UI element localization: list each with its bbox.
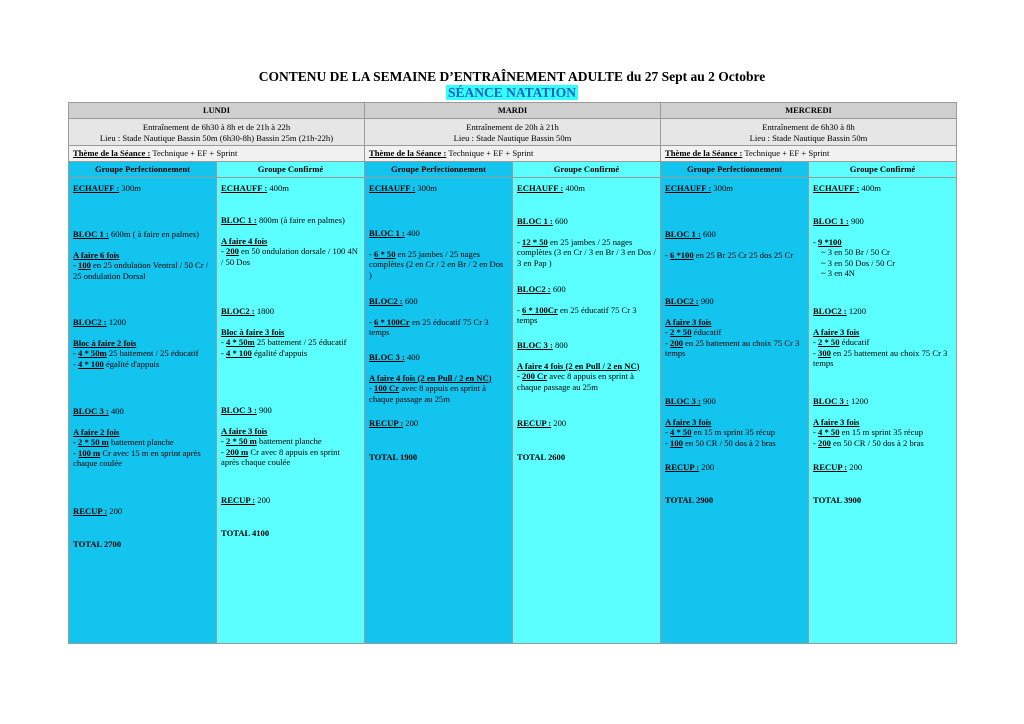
echauffe-value: 300m bbox=[711, 183, 733, 193]
exercise-text: en 25 battement au choix 75 Cr 3 temps bbox=[665, 337, 800, 358]
echauffe-block bbox=[665, 183, 804, 194]
mardi-perf-cell bbox=[365, 178, 513, 644]
group-perf-header: Groupe Perfectionnement bbox=[661, 162, 809, 178]
recup-value: 200 bbox=[107, 506, 123, 516]
recup-value: 200 bbox=[403, 418, 419, 428]
bloc3-block: BLOC 3 : 800 A faire 4 fois (2 en Pull / 2 en NC) - 200 Cr avec 8 appuis en sprint à chaque passage au 25m bbox=[517, 340, 640, 392]
bloc2-label: BLOC2 : bbox=[221, 306, 255, 316]
echauffe-value: 400m bbox=[859, 183, 881, 193]
exercise-text: en 50 ondulation dorsale / 100 4N / 50 Dos bbox=[221, 246, 359, 267]
training-table bbox=[68, 102, 957, 644]
exercise-num: 100 Cr bbox=[374, 383, 400, 393]
bloc2-label: BLOC2 : bbox=[369, 296, 403, 306]
exercise-num: 6 *100 bbox=[670, 249, 694, 260]
group-header-row bbox=[69, 162, 957, 178]
echauffe-value: 300m bbox=[415, 183, 437, 193]
bloc2-value: 1200 bbox=[846, 306, 867, 316]
day-lundi: LUNDI bbox=[69, 103, 365, 119]
exercise-text: égalité d'appuis bbox=[251, 347, 308, 358]
echauffe-block bbox=[517, 183, 656, 194]
bloc1-label: BLOC 1 : bbox=[73, 229, 109, 239]
exercise-num: 100 bbox=[78, 260, 91, 270]
bloc3-block: BLOC 3 : 1200 A faire 3 fois - 4 * 50 en 15 m sprint 35 récup - 200 en 50 CR / 50 dos à 2 bras bbox=[813, 396, 924, 448]
recup-label: RECUP : bbox=[517, 418, 552, 428]
recup-value: 200 bbox=[551, 418, 567, 428]
exercise-num: 4 * 50 bbox=[670, 427, 692, 437]
exercise-text: battement planche bbox=[256, 436, 322, 446]
bloc3-block: BLOC 3 : 900 A faire 3 fois - 4 * 50 en 15 m sprint 35 récup - 100 en 50 CR / 50 dos à 2 bras bbox=[665, 396, 776, 448]
recup-label: RECUP : bbox=[369, 418, 404, 428]
schedule-text: Entraînement de 20h à 21h bbox=[466, 122, 559, 132]
exercise-num: 200 Cr bbox=[522, 371, 548, 381]
bloc2-block: BLOC2 : 1200 Bloc à faire 2 fois - 4 * 50m 25 battement / 25 éducatif - 4 * 100 égalité d'appuis bbox=[73, 317, 199, 369]
echauffe-value: 400m bbox=[563, 183, 585, 193]
bloc3-label: BLOC 3 : bbox=[221, 405, 257, 415]
exercise-text: en 25 éducatif 75 Cr 3 temps bbox=[369, 316, 489, 337]
bloc1-value: 600 bbox=[700, 229, 716, 239]
bloc1-label: BLOC 1 : bbox=[517, 216, 553, 226]
bloc3-sub: A faire 3 fois bbox=[221, 425, 268, 436]
bloc3-sub: A faire 2 fois bbox=[73, 426, 120, 437]
echauffe-block bbox=[813, 183, 952, 194]
group-conf-header: Groupe Confirmé bbox=[217, 162, 365, 178]
exercise-text: en 25 Br 25 Cr 25 dos 25 Cr bbox=[693, 249, 794, 260]
exercise-text: en 25 éducatif 75 Cr 3 temps bbox=[517, 304, 637, 325]
recup-block bbox=[813, 462, 952, 473]
bloc2-sub: Bloc à faire 2 fois bbox=[73, 337, 137, 348]
bloc1-block: BLOC 1 : 900 - 9 *100 ~ 3 en 50 Br / 50 Cr ~ 3 en 50 Dos / 50 Cr ~ 3 en 4N bbox=[813, 216, 952, 279]
recup-value: 200 bbox=[699, 462, 715, 472]
recup-block bbox=[665, 462, 804, 473]
bloc2-value: 600 bbox=[550, 284, 566, 294]
location-text: Lieu : Stade Nautique Bassin 50m (6h30-8h) Bassin 25m (21h-22h) bbox=[99, 132, 334, 143]
exercise-text: avec 8 appuis en sprint à chaque passage au 25m bbox=[369, 383, 486, 404]
bloc2-value: 600 bbox=[402, 296, 418, 306]
bloc1-block: BLOC 1 : 400 - 6 * 50 en 25 jambes / 25 nages complètes (2 en Cr / 2 en Br / 2 en Dos ) bbox=[369, 228, 504, 280]
bloc2-label: BLOC2 : bbox=[813, 306, 847, 316]
exercise-text: en 25 jambes / 25 nages complètes (2 en Cr / 2 en Br / 2 en Dos ) bbox=[369, 248, 504, 280]
location-text: Lieu : Stade Nautique Bassin 50m bbox=[749, 132, 868, 143]
recup-value: 200 bbox=[847, 462, 863, 472]
bloc3-sub: A faire 3 fois bbox=[665, 416, 712, 427]
bloc3-value: 1200 bbox=[848, 396, 869, 406]
schedule-text: Entraînement de 6h30 à 8h bbox=[762, 122, 855, 132]
total-text: TOTAL 4100 bbox=[221, 528, 270, 538]
bloc3-sub: A faire 3 fois bbox=[813, 416, 860, 427]
bloc1-block: BLOC 1 : 800m (à faire en palmes) A faire 4 fois - 200 en 50 ondulation dorsale / 100 4N / 50 Dos bbox=[221, 215, 359, 267]
bloc3-label: BLOC 3 : bbox=[665, 396, 701, 406]
echauffe-label: ECHAUFF : bbox=[221, 183, 268, 193]
bloc1-label: BLOC 1 : bbox=[221, 215, 257, 225]
bloc2-value: 900 bbox=[698, 296, 714, 306]
document-title: CONTENU DE LA SEMAINE D’ENTRAÎNEMENT ADULTE du 27 Sept au 2 Octobre bbox=[258, 69, 766, 84]
bloc2-value: 1800 bbox=[254, 306, 275, 316]
info-lundi bbox=[69, 119, 365, 146]
exercise-text: en 15 m sprint 35 récup bbox=[691, 427, 776, 437]
group-conf-header: Groupe Confirmé bbox=[513, 162, 661, 178]
mercredi-perf-cell bbox=[661, 178, 809, 644]
exercise-text: 25 battement / 25 éducatif bbox=[106, 348, 199, 358]
total-text: TOTAL 2600 bbox=[517, 452, 566, 462]
bloc2-label: BLOC2 : bbox=[665, 296, 699, 306]
lundi-perf-cell bbox=[69, 178, 217, 644]
bloc3-block: BLOC 3 : 400 A faire 4 fois (2 en Pull / 2 en NC) - 100 Cr avec 8 appuis en sprint à chaque passage au 25m bbox=[369, 352, 492, 404]
echauffe-block bbox=[73, 183, 212, 194]
day-header-row bbox=[69, 103, 957, 119]
bloc2-block: BLOC2 : 600 - 6 * 100Cr en 25 éducatif 75 Cr 3 temps bbox=[369, 296, 489, 337]
echauffe-value: 300m bbox=[119, 183, 141, 193]
bloc3-label: BLOC 3 : bbox=[369, 352, 405, 362]
exercise-num: 4 * 100 bbox=[78, 358, 104, 369]
recup-label: RECUP : bbox=[73, 506, 108, 516]
theme-value: Technique + EF + Sprint bbox=[742, 148, 830, 158]
recup-block bbox=[369, 418, 508, 429]
echauffe-value: 400m bbox=[267, 183, 289, 193]
bloc1-value: 400 bbox=[404, 228, 420, 238]
total-text: TOTAL 2700 bbox=[73, 539, 122, 549]
bloc1-value: 600m ( à faire en palmes) bbox=[108, 229, 200, 239]
echauffe-label: ECHAUFF : bbox=[665, 183, 712, 193]
theme-label: Thème de la Séance : bbox=[73, 148, 151, 158]
theme-label: Thème de la Séance : bbox=[369, 148, 447, 158]
echauffe-block bbox=[369, 183, 508, 194]
exercise-text: ~ 3 en 4N bbox=[821, 268, 856, 278]
day-mardi: MARDI bbox=[365, 103, 661, 119]
exercise-num: 200 bbox=[818, 437, 831, 448]
exercise-text: en 25 battement au choix 75 Cr 3 temps bbox=[813, 347, 948, 368]
recup-block bbox=[517, 418, 656, 429]
recup-label: RECUP : bbox=[221, 495, 256, 505]
exercise-text: battement planche bbox=[108, 437, 174, 447]
exercise-num: 4 * 100 bbox=[226, 347, 252, 358]
bloc3-block: BLOC 3 : 400 A faire 2 fois - 2 * 50 m battement planche - 100 m Cr avec 15 m en sprint après chaque coulée bbox=[73, 406, 201, 468]
bloc3-label: BLOC 3 : bbox=[517, 340, 553, 350]
exercise-num: 4 * 50m bbox=[226, 337, 255, 347]
bloc2-sub: A faire 3 fois bbox=[813, 326, 860, 337]
exercise-num: 12 * 50 bbox=[522, 236, 548, 247]
info-mardi bbox=[365, 119, 661, 146]
group-perf-header: Groupe Perfectionnement bbox=[365, 162, 513, 178]
exercise-num: 100 bbox=[670, 437, 683, 448]
total-text: TOTAL 1900 bbox=[369, 452, 418, 462]
bloc1-label: BLOC 1 : bbox=[369, 228, 405, 238]
bloc3-sub: A faire 4 fois (2 en Pull / 2 en NC) bbox=[517, 360, 640, 371]
echauffe-label: ECHAUFF : bbox=[517, 183, 564, 193]
exercise-num: 200 bbox=[226, 246, 239, 256]
bloc3-value: 400 bbox=[404, 352, 420, 362]
bloc3-value: 900 bbox=[256, 405, 272, 415]
exercise-num: 6 * 100Cr bbox=[374, 316, 410, 327]
theme-mercredi bbox=[661, 146, 957, 162]
bloc1-block: BLOC 1 : 600 - 12 * 50 en 25 jambes / 25 nages complètes (3 en Cr / 3 en Br / 3 en Dos / 3 en Pap ) bbox=[517, 216, 656, 268]
bloc1-value: 800m (à faire en palmes) bbox=[256, 215, 345, 225]
bloc3-label: BLOC 3 : bbox=[813, 396, 849, 406]
exercise-num: 2 * 50 bbox=[818, 337, 840, 347]
theme-mardi bbox=[365, 146, 661, 162]
echauffe-label: ECHAUFF : bbox=[369, 183, 416, 193]
info-mercredi bbox=[661, 119, 957, 146]
exercise-text: en 15 m sprint 35 récup bbox=[839, 427, 924, 437]
theme-row bbox=[69, 146, 957, 162]
exercise-num: 200 bbox=[670, 337, 683, 348]
exercise-num: 2 * 50 m bbox=[226, 436, 257, 446]
bloc2-block: BLOC2 : 600 - 6 * 100Cr en 25 éducatif 75 Cr 3 temps bbox=[517, 284, 637, 325]
bloc3-value: 800 bbox=[552, 340, 568, 350]
exercise-num: 300 bbox=[818, 347, 831, 358]
exercise-num: 200 m bbox=[226, 446, 249, 457]
bloc2-block: BLOC2 : 900 A faire 3 fois - 2 * 50 éducatif - 200 en 25 battement au choix 75 Cr 3 temps bbox=[665, 296, 800, 358]
theme-lundi bbox=[69, 146, 365, 162]
group-perf-header: Groupe Perfectionnement bbox=[69, 162, 217, 178]
exercise-text: égalité d'appuis bbox=[103, 358, 160, 369]
bloc3-block: BLOC 3 : 900 A faire 3 fois - 2 * 50 m battement planche - 200 m Cr avec 8 appuis en sprint après chaque coulée bbox=[221, 405, 340, 467]
document-subtitle bbox=[0, 85, 1024, 100]
echauffe-block bbox=[221, 183, 360, 194]
exercise-text: en 25 ondulation Ventral / 50 Cr / 25 ondulation Dorsal bbox=[73, 260, 209, 281]
lundi-conf-cell bbox=[217, 178, 365, 644]
exercise-text: Cr avec 8 appuis en sprint après chaque coulée bbox=[221, 446, 340, 467]
exercise-num: 6 * 50 bbox=[374, 248, 396, 259]
mardi-conf-cell bbox=[513, 178, 661, 644]
bloc2-block: BLOC2 : 1800 Bloc à faire 3 fois - 4 * 50m 25 battement / 25 éducatif - 4 * 100 égalité d'appuis bbox=[221, 306, 347, 358]
bloc2-block: BLOC2 : 1200 A faire 3 fois - 2 * 50 éducatif - 300 en 25 battement au choix 75 Cr 3 temps bbox=[813, 306, 948, 368]
exercise-num: 4 * 50m bbox=[78, 348, 107, 358]
schedule-text: Entraînement de 6h30 à 8h et de 21h à 22h bbox=[142, 122, 291, 132]
bloc2-value: 1200 bbox=[106, 317, 127, 327]
theme-label: Thème de la Séance : bbox=[665, 148, 743, 158]
bloc2-sub: A faire 3 fois bbox=[665, 316, 712, 327]
exercise-text: 25 battement / 25 éducatif bbox=[254, 337, 347, 347]
bloc2-sub: Bloc à faire 3 fois bbox=[221, 326, 285, 337]
content-row bbox=[69, 178, 957, 644]
exercise-text: en 50 CR / 50 dos à 2 bras bbox=[830, 437, 924, 448]
bloc1-sub: A faire 4 fois bbox=[221, 235, 268, 246]
recup-value: 200 bbox=[255, 495, 271, 505]
exercise-num: 6 * 100Cr bbox=[522, 304, 558, 315]
exercise-text: en 50 CR / 50 dos à 2 bras bbox=[682, 437, 776, 448]
bloc1-sub: A faire 6 fois bbox=[73, 249, 120, 260]
exercise-text: avec 8 appuis en sprint à chaque passage au 25m bbox=[517, 371, 634, 392]
exercise-num: 2 * 50 bbox=[670, 327, 692, 337]
exercise-text: ~ 3 en 50 Dos / 50 Cr bbox=[821, 257, 896, 268]
info-row bbox=[69, 119, 957, 146]
subtitle-highlight: SÉANCE NATATION bbox=[448, 85, 576, 100]
recup-label: RECUP : bbox=[665, 462, 700, 472]
exercise-num: 9 *100 bbox=[818, 236, 842, 247]
theme-value: Technique + EF + Sprint bbox=[446, 148, 534, 158]
mercredi-conf-cell bbox=[809, 178, 957, 644]
bloc1-block: BLOC 1 : 600m ( à faire en palmes) A faire 6 fois - 100 en 25 ondulation Ventral / 50 Cr / 25 ondulation Dorsal bbox=[73, 229, 209, 281]
bloc3-sub: A faire 4 fois (2 en Pull / 2 en NC) bbox=[369, 372, 492, 383]
exercise-text: éducatif bbox=[839, 337, 870, 347]
total-text: TOTAL 2900 bbox=[665, 495, 714, 505]
exercise-text: Cr avec 15 m en sprint après chaque coulée bbox=[73, 447, 201, 468]
echauffe-label: ECHAUFF : bbox=[73, 183, 120, 193]
bloc2-label: BLOC2 : bbox=[517, 284, 551, 294]
total-text: TOTAL 3900 bbox=[813, 495, 862, 505]
location-text: Lieu : Stade Nautique Bassin 50m bbox=[453, 132, 572, 143]
exercise-text: ~ 3 en 50 Br / 50 Cr bbox=[821, 247, 890, 257]
exercise-num: 100 m bbox=[78, 447, 101, 458]
bloc3-value: 900 bbox=[700, 396, 716, 406]
bloc3-value: 400 bbox=[108, 406, 124, 416]
bloc1-block: BLOC 1 : 600 - 6 *100 en 25 Br 25 Cr 25 dos 25 Cr bbox=[665, 229, 794, 260]
bloc1-label: BLOC 1 : bbox=[813, 216, 849, 226]
recup-label: RECUP : bbox=[813, 462, 848, 472]
exercise-text: éducatif bbox=[691, 327, 722, 337]
bloc1-value: 900 bbox=[848, 216, 864, 226]
bloc1-value: 600 bbox=[552, 216, 568, 226]
exercise-text: en 25 jambes / 25 nages complètes (3 en Cr / 3 en Br / 3 en Dos / 3 en Pap ) bbox=[517, 236, 656, 268]
day-mercredi: MERCREDI bbox=[661, 103, 957, 119]
bloc2-label: BLOC2 : bbox=[73, 317, 107, 327]
group-conf-header: Groupe Confirmé bbox=[809, 162, 957, 178]
theme-value: Technique + EF + Sprint bbox=[150, 148, 238, 158]
recup-block bbox=[73, 506, 212, 517]
echauffe-label: ECHAUFF : bbox=[813, 183, 860, 193]
recup-block bbox=[221, 495, 360, 506]
exercise-num: 4 * 50 bbox=[818, 427, 840, 437]
bloc1-label: BLOC 1 : bbox=[665, 229, 701, 239]
exercise-num: 2 * 50 m bbox=[78, 437, 109, 447]
bloc3-label: BLOC 3 : bbox=[73, 406, 109, 416]
